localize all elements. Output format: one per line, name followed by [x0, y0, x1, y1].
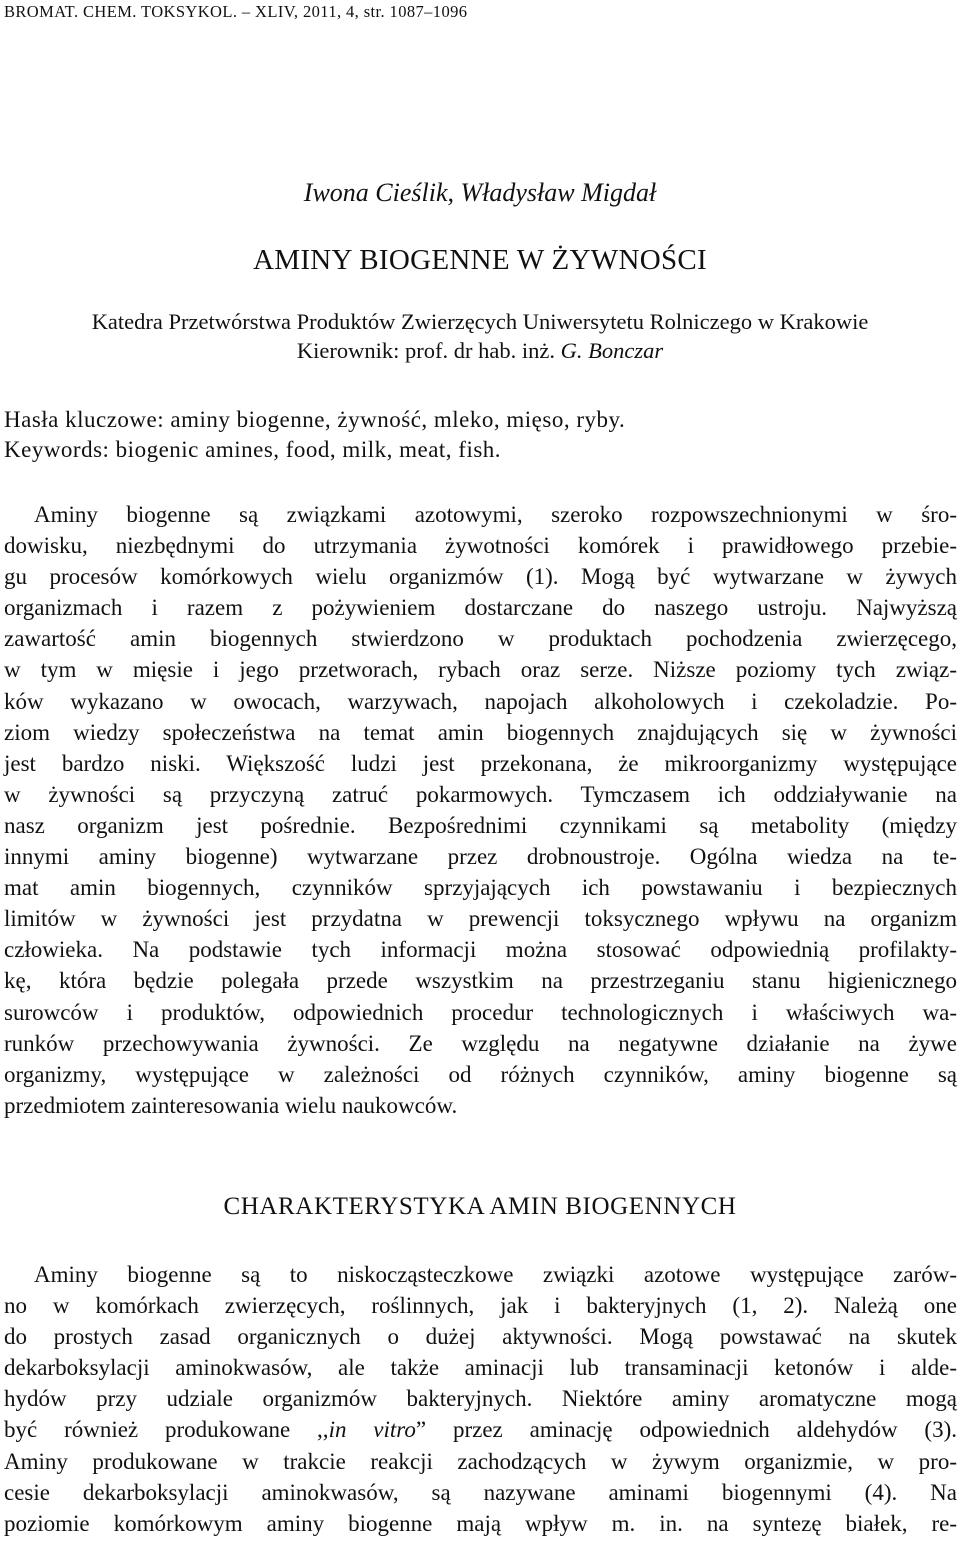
abstract-line: ków wykazano w owocach, warzywach, napojach alkoholowych i czekoladzie. Po-	[4, 688, 957, 714]
abstract-line: nasz organizm jest pośrednie. Bezpośrednimi czynnikami są metabolity (między	[4, 812, 957, 838]
abstract-line: ziom wiedzy społeczeństwa na temat amin biogennych znajdujących się w żywności	[4, 719, 957, 745]
affiliation-head-name: G. Bonczar	[560, 338, 664, 363]
abstract-line: kę, która będzie polegała przede wszystkim na przestrzeganiu stanu higienicznego	[4, 968, 957, 994]
abstract-line: innymi aminy biogenne) wytwarzane przez drobnoustroje. Ogólna wiedza na te-	[4, 844, 957, 870]
body-line: cesie dekarboksylacji aminokwasów, są nazywane aminami biogennymi (4). Na	[4, 1479, 957, 1505]
body-line-in-vitro	[4, 1414, 957, 1445]
abstract-line: zawartość amin biogennych stwierdzono w produktach pochodzenia zwierzęcego,	[4, 626, 957, 652]
affiliation-head-prefix: Kierownik: prof. dr hab. inż.	[296, 338, 561, 363]
body-line: hydów przy udziale organizmów bakteryjnych. Niektóre aminy aromatyczne mogą	[4, 1386, 957, 1412]
keywords-english: Keywords: biogenic amines, food, milk, meat, fish.	[4, 437, 502, 462]
abstract-line: w żywności są przyczyną zatruć pokarmowych. Tymczasem ich oddziaływanie na	[4, 781, 957, 807]
body-paragraph	[4, 1259, 957, 1539]
body-line: dekarboksylacji aminokwasów, ale także aminacji lub transaminacji ketonów i alde-	[4, 1355, 957, 1381]
abstract-line: przedmiotem zainteresowania wielu naukowców.	[4, 1092, 458, 1118]
body-line: Aminy biogenne są to niskocząsteczkowe związki azotowe występujące zarów-	[34, 1262, 957, 1287]
abstract-line: organizmach i razem z pożywieniem dostarczane do naszego ustroju. Najwyższą	[4, 595, 957, 621]
journal-citation: BROMAT. CHEM. TOKSYKOL. – XLIV, 2011, 4, str. 1087–1096	[4, 2, 468, 21]
abstract-line: mat amin biogennych, czynników sprzyjających ich powstawaniu i bezpiecznych	[4, 875, 957, 901]
article-authors: Iwona Cieślik, Władysław Migdał	[303, 178, 657, 207]
abstract-line: gu procesów komórkowych wielu organizmów (1). Mogą być wytwarzane w żywych	[4, 564, 957, 590]
abstract-line: jest bardzo niski. Większość ludzi jest przekonana, że mikroorganizmy występujące	[4, 750, 957, 776]
abstract-line: limitów w żywności jest przydatna w prewencji toksycznego wpływu na organizm	[4, 906, 957, 932]
abstract-line: organizmy, występujące w zależności od różnych czynników, aminy biogenne są	[4, 1061, 957, 1087]
abstract-paragraph	[4, 499, 957, 1121]
abstract-line: runków przechowywania żywności. Ze względu na negatywne działanie na żywe	[4, 1030, 957, 1056]
body-line: no w komórkach zwierzęcych, roślinnych, jak i bakteryjnych (1, 2). Należą one	[4, 1293, 957, 1319]
keywords-polish: Hasła kluczowe: aminy biogenne, żywność, mleko, mięso, ryby.	[4, 407, 626, 432]
abstract-line: dowisku, niezbędnymi do utrzymania żywotności komórek i prawidłowego przebie-	[4, 533, 957, 559]
abstract-line: w tym w mięsie i jego przetworach, rybach oraz serze. Niższe poziomy tych związ-	[4, 657, 957, 683]
in-vitro-before: być również produkowane ,,	[4, 1417, 329, 1443]
affiliation-department: Katedra Przetwórstwa Produktów Zwierzęcych Uniwersytetu Rolniczego w Krakowie	[91, 309, 869, 334]
section-heading: CHARAKTERYSTYKA AMIN BIOGENNYCH	[223, 1193, 737, 1220]
body-line: Aminy produkowane w trakcie reakcji zachodzących w żywym organizmie, w pro-	[4, 1448, 957, 1474]
article-title: AMINY BIOGENNE W ŻYWNOŚCI	[252, 244, 707, 276]
body-line: do prostych zasad organicznych o dużej aktywności. Mogą powstawać na skutek	[4, 1324, 957, 1350]
affiliation-head	[0, 338, 960, 364]
body-line: poziomie komórkowym aminy biogenne mają wpływ m. in. na syntezę białek, re-	[4, 1510, 957, 1536]
abstract-line: człowieka. Na podstawie tych informacji można stosować odpowiednią profilakty-	[4, 937, 957, 963]
in-vitro-italic: in vitro	[328, 1417, 416, 1443]
abstract-line: Aminy biogenne są związkami azotowymi, szeroko rozpowszechnionymi w śro-	[34, 502, 957, 527]
abstract-line: surowców i produktów, odpowiednich procedur technologicznych i właściwych wa-	[4, 999, 957, 1025]
in-vitro-after: ” przez aminację odpowiednich aldehydów (3).	[415, 1417, 957, 1443]
